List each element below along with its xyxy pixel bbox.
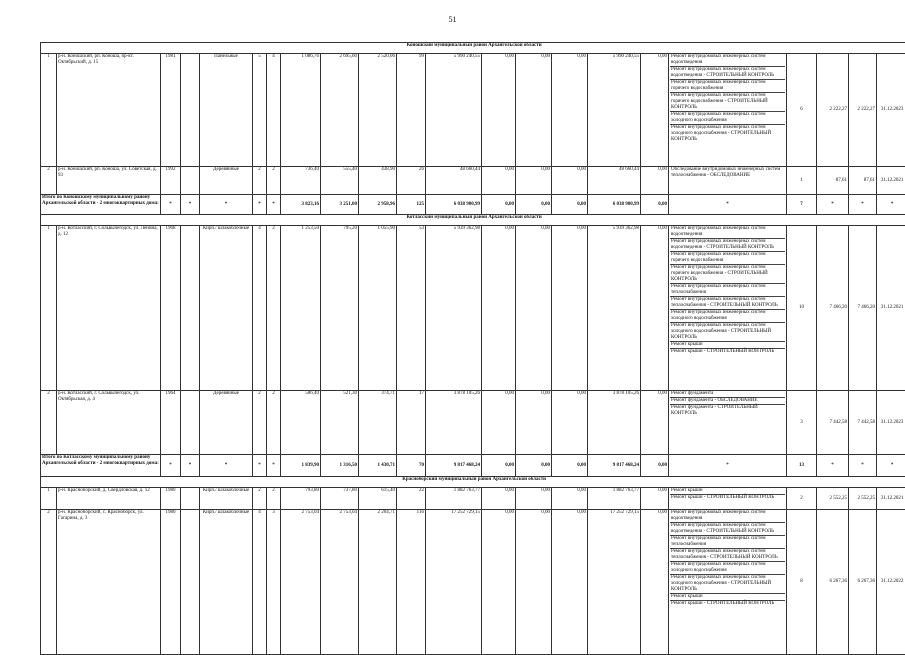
total-star: * [253, 195, 267, 215]
fund-cell: 0,00 [482, 226, 516, 391]
works-cell [669, 226, 787, 391]
work-item: Ремонт крыши [670, 594, 785, 601]
total-star: * [267, 195, 281, 215]
residents-cell: 53 [397, 226, 426, 391]
area-all-cell: 521,30 [321, 391, 359, 455]
row-number: 2 [41, 167, 57, 195]
work-item: Ремонт внутридомовых инженерных систем холодного водоснабжения - СТРОИТЕЛЬНЫЙ КОНТРОЛЬ [670, 575, 785, 594]
other-cell: 0,00 [641, 488, 669, 510]
total-star: * [817, 455, 849, 477]
residents-cell: 99 [397, 54, 426, 167]
total-owners-cell: 9 817 468,24 [588, 455, 641, 477]
entrances-cell: 2 [267, 488, 281, 510]
cost-total-cell: 48 660,44 [426, 167, 482, 195]
deadline-cell: 31.12.2023 [877, 391, 905, 455]
budget-region-cell: 0,00 [516, 167, 552, 195]
unit-cost-cell: 2 222,27 [817, 54, 849, 167]
total-total-area-cell: 3 823,16 [281, 195, 321, 215]
other-cell: 0,00 [641, 54, 669, 167]
owners-cell: 1 882 763,77 [588, 488, 641, 510]
residents-cell: 26 [397, 167, 426, 195]
floors-cell: 4 [253, 226, 267, 391]
fund-cell: 0,00 [482, 54, 516, 167]
area-living-cell: 2 520,06 [359, 54, 397, 167]
area-all-cell: 795,20 [321, 226, 359, 391]
table-row [41, 391, 905, 455]
other-cell: 0,00 [641, 167, 669, 195]
table-row [41, 226, 905, 391]
unit-cost-cell: 6 267,36 [817, 510, 849, 655]
cost-total-cell: 3 878 105,26 [426, 391, 482, 455]
work-item: Ремонт внутридомовых инженерных систем водоотведения - СТРОИТЕЛЬНЫЙ КОНТРОЛЬ [670, 239, 785, 252]
total-area-all-cell: 3 251,00 [321, 195, 359, 215]
budget-region-cell: 0,00 [516, 226, 552, 391]
wall-material-cell: Деревянные [200, 167, 253, 195]
max-cost-cell: 7 466,20 [849, 226, 877, 391]
budget-local-cell: 0,00 [552, 391, 588, 455]
unit-cost-cell: 2 552,25 [817, 488, 849, 510]
deadline-cell: 31.12.2021 [877, 488, 905, 510]
deadline-cell: 31.12.2021 [877, 226, 905, 391]
total-owners-cell: 6 038 900,99 [588, 195, 641, 215]
deadline-cell: 31.12.2022 [877, 510, 905, 655]
max-cost-cell: 6 267,36 [849, 510, 877, 655]
work-item: Ремонт крыши - СТРОИТЕЛЬНЫЙ КОНТРОЛЬ [670, 495, 785, 501]
work-item: Ремонт внутридомовых инженерных систем водоотведения [670, 510, 785, 523]
address-cell: р-н. Коношский, рп. Коноша, ул. Советская, д. 93 [57, 167, 161, 195]
district-name: Котласский муниципальный район Архангельской области [41, 215, 905, 226]
total-other-cell: 0,00 [641, 195, 669, 215]
total-star: * [253, 455, 267, 477]
work-item: Ремонт внутридомовых инженерных систем водоотведения - СТРОИТЕЛЬНЫЙ КОНТРОЛЬ [670, 523, 785, 536]
works-cell [669, 488, 787, 510]
other-cell: 0,00 [641, 226, 669, 391]
wall-material-cell: Панельные [200, 54, 253, 167]
total-star: * [669, 455, 787, 477]
work-item: Ремонт внутридомовых инженерных систем теплоснабжения [670, 284, 785, 297]
address-cell: р-н. Красноборский, д. Свердловская, д. 12 [57, 488, 161, 510]
build-year-cell: 1992 [161, 167, 181, 195]
fund-cell: 0,00 [482, 488, 516, 510]
cost-total-cell: 17 252 729,15 [426, 510, 482, 655]
total-label: Итого по Котласскому муниципальному району Архангельской области - 2 многоквартирных дома: [41, 455, 161, 477]
total-area-living-cell: 2 958,96 [359, 195, 397, 215]
commission-year-cell [181, 510, 200, 655]
area-living-cell: 1 055,90 [359, 226, 397, 391]
total-fund-cell: 0,00 [482, 195, 516, 215]
entrances-cell: 2 [267, 167, 281, 195]
page-number: 51 [0, 15, 905, 24]
total-star: * [849, 455, 877, 477]
total-area-cell: 586,40 [281, 391, 321, 455]
other-cell: 0,00 [641, 510, 669, 655]
commission-year-cell [181, 226, 200, 391]
build-year-cell: 1981 [161, 54, 181, 167]
total-star: * [161, 195, 181, 215]
budget-local-cell: 0,00 [552, 510, 588, 655]
deadline-cell: 31.12.2021 [877, 167, 905, 195]
total-budget-local-cell: 0,00 [552, 195, 588, 215]
work-item: Ремонт крыши - СТРОИТЕЛЬНЫЙ КОНТРОЛЬ [670, 349, 785, 355]
total-area-cell: 1 253,50 [281, 226, 321, 391]
budget-local-cell: 0,00 [552, 488, 588, 510]
owners-cell: 48 660,44 [588, 167, 641, 195]
address-cell: р-н. Коношский, рп. Коноша, пр-кт. Октябрьский, д. 15 [57, 54, 161, 167]
row-number: 1 [41, 226, 57, 391]
work-item: Ремонт внутридомовых инженерных систем горячего водоснабжения - СТРОИТЕЛЬНЫЙ КОНТРОЛЬ [670, 93, 785, 112]
max-cost-cell: 87,61 [849, 167, 877, 195]
fund-cell: 0,00 [482, 167, 516, 195]
cost-total-cell: 1 882 763,77 [426, 488, 482, 510]
floors-cell: 2 [253, 488, 267, 510]
total-star: * [669, 195, 787, 215]
total-cost-total-cell: 9 817 468,24 [426, 455, 482, 477]
owners-cell: 5 939 362,98 [588, 226, 641, 391]
wall-material-cell: Кирп./ шлакоблочные [200, 488, 253, 510]
total-area-cell: 2 753,04 [281, 510, 321, 655]
work-item: Ремонт крыши - СТРОИТЕЛЬНЫЙ КОНТРОЛЬ [670, 601, 785, 607]
table-row [41, 54, 905, 167]
entrances-cell: 2 [267, 226, 281, 391]
address-cell: р-н. Котласский, г. Сольвычегодск, ул. Ленина, д. 12 [57, 226, 161, 391]
cost-total-cell: 5 990 240,55 [426, 54, 482, 167]
works-count-cell: 6 [787, 54, 817, 167]
fund-cell: 0,00 [482, 510, 516, 655]
total-area-living-cell: 1 430,71 [359, 455, 397, 477]
owners-cell: 17 252 729,15 [588, 510, 641, 655]
works-cell [669, 391, 787, 455]
work-item: Ремонт внутридомовых инженерных систем холодного водоснабжения - СТРОИТЕЛЬНЫЙ КОНТРОЛЬ [670, 125, 785, 143]
total-star: * [817, 195, 849, 215]
total-residents-cell: 70 [397, 455, 426, 477]
table-row [41, 510, 905, 655]
owners-cell: 3 878 105,26 [588, 391, 641, 455]
wall-material-cell: Кирп./ шлакоблочные [200, 510, 253, 655]
work-item: Ремонт внутридомовых инженерных систем холодного водоснабжения - СТРОИТЕЛЬНЫЙ КОНТРОЛЬ [670, 323, 785, 342]
work-item: Ремонт внутридомовых инженерных систем холодного водоснабжения [670, 562, 785, 575]
works-count-cell: 1 [787, 167, 817, 195]
unit-cost-cell: 7 466,20 [817, 226, 849, 391]
total-star: * [877, 455, 905, 477]
work-item: Ремонт внутридомовых инженерных систем теплоснабжения - СТРОИТЕЛЬНЫЙ КОНТРОЛЬ [670, 297, 785, 310]
total-total-area-cell: 1 839,90 [281, 455, 321, 477]
entrances-cell: 4 [267, 54, 281, 167]
district-header-row [41, 215, 905, 226]
floors-cell: 5 [253, 54, 267, 167]
area-all-cell: 555,40 [321, 167, 359, 195]
district-name: Красноборский муниципальный район Архангельской области [41, 477, 905, 488]
work-item: Ремонт внутридомовых инженерных систем горячего водоснабжения [670, 252, 785, 265]
build-year-cell: 1980 [161, 510, 181, 655]
total-budget-region-cell: 0,00 [516, 455, 552, 477]
build-year-cell: 1964 [161, 391, 181, 455]
total-area-cell: 1 086,76 [281, 54, 321, 167]
commission-year-cell [181, 54, 200, 167]
row-number: 1 [41, 54, 57, 167]
build-year-cell: 1980 [161, 488, 181, 510]
floors-cell: 2 [253, 391, 267, 455]
total-star: * [161, 455, 181, 477]
register-body [41, 43, 905, 655]
work-item: Обследование внутридомовых инженерных систем теплоснабжения - ОБСЛЕДОВАНИЕ [670, 167, 785, 179]
row-number: 2 [41, 391, 57, 455]
work-item: Ремонт внутридомовых инженерных систем горячего водоснабжения [670, 80, 785, 93]
floors-cell: 4 [253, 510, 267, 655]
total-star: * [849, 195, 877, 215]
total-cost-total-cell: 6 038 900,99 [426, 195, 482, 215]
work-item: Ремонт фундамента - СТРОИТЕЛЬНЫЙ КОНТРОЛЬ [670, 405, 785, 417]
total-star: * [181, 195, 200, 215]
work-item: Ремонт крыши [670, 488, 785, 495]
budget-local-cell: 0,00 [552, 54, 588, 167]
budget-region-cell: 0,00 [516, 510, 552, 655]
area-living-cell: 2 204,71 [359, 510, 397, 655]
area-living-cell: 438,90 [359, 167, 397, 195]
work-item: Ремонт крыши [670, 342, 785, 349]
entrances-cell: 2 [267, 391, 281, 455]
works-count-cell: 8 [787, 510, 817, 655]
fund-cell: 0,00 [482, 391, 516, 455]
total-fund-cell: 0,00 [482, 455, 516, 477]
total-star: * [200, 195, 253, 215]
total-star: * [200, 455, 253, 477]
work-item: Ремонт внутридомовых инженерных систем водоотведения [670, 54, 785, 67]
unit-cost-cell: 7 442,58 [817, 391, 849, 455]
works-count-cell: 2 [787, 488, 817, 510]
total-works-count-cell: 13 [787, 455, 817, 477]
total-other-cell: 0,00 [641, 455, 669, 477]
table-row [41, 488, 905, 510]
total-budget-local-cell: 0,00 [552, 455, 588, 477]
total-budget-region-cell: 0,00 [516, 195, 552, 215]
budget-region-cell: 0,00 [516, 391, 552, 455]
row-number: 2 [41, 510, 57, 655]
commission-year-cell [181, 167, 200, 195]
total-label: Итого по Коношскому муниципальному району Архангельской области - 2 многоквартирных дома: [41, 195, 161, 215]
table-row [41, 167, 905, 195]
works-cell [669, 167, 787, 195]
area-living-cell: 374,71 [359, 391, 397, 455]
works-count-cell: 10 [787, 226, 817, 391]
area-all-cell: 2 695,60 [321, 54, 359, 167]
area-living-cell: 615,40 [359, 488, 397, 510]
work-item: Ремонт внутридомовых инженерных систем теплоснабжения [670, 536, 785, 549]
total-area-cell: 736,40 [281, 167, 321, 195]
total-star: * [267, 455, 281, 477]
work-item: Ремонт внутридомовых инженерных систем холодного водоснабжения [670, 112, 785, 125]
area-all-cell: 2 753,04 [321, 510, 359, 655]
district-name: Коношский муниципальный район Архангельской области [41, 43, 905, 54]
work-item: Ремонт внутридомовых инженерных систем холодного водоснабжения [670, 310, 785, 323]
residents-cell: 22 [397, 488, 426, 510]
budget-local-cell: 0,00 [552, 226, 588, 391]
capital-repair-register-table [40, 42, 905, 655]
other-cell: 0,00 [641, 391, 669, 455]
work-item: Ремонт фундамента [670, 391, 785, 398]
wall-material-cell: Кирп./ шлакоблочные [200, 226, 253, 391]
work-item: Ремонт внутридомовых инженерных систем водоотведения - СТРОИТЕЛЬНЫЙ КОНТРОЛЬ [670, 67, 785, 80]
floors-cell: 2 [253, 167, 267, 195]
total-works-count-cell: 7 [787, 195, 817, 215]
area-all-cell: 737,80 [321, 488, 359, 510]
total-star: * [181, 455, 200, 477]
deadline-cell: 31.12.2023 [877, 54, 905, 167]
district-header-row [41, 477, 905, 488]
total-star: * [877, 195, 905, 215]
max-cost-cell: 2 552,25 [849, 488, 877, 510]
max-cost-cell: 2 222,27 [849, 54, 877, 167]
total-area-all-cell: 1 316,50 [321, 455, 359, 477]
address-cell: р-н. Котласский, г. Сольвычегодск, ул. Октябрьская, д. 4 [57, 391, 161, 455]
district-total-row [41, 455, 905, 477]
residents-cell: 116 [397, 510, 426, 655]
work-item: Ремонт внутридомовых инженерных систем теплоснабжения - СТРОИТЕЛЬНЫЙ КОНТРОЛЬ [670, 549, 785, 562]
unit-cost-cell: 87,61 [817, 167, 849, 195]
total-residents-cell: 125 [397, 195, 426, 215]
row-number: 1 [41, 488, 57, 510]
works-cell [669, 510, 787, 655]
total-area-cell: 793,80 [281, 488, 321, 510]
commission-year-cell [181, 391, 200, 455]
budget-region-cell: 0,00 [516, 54, 552, 167]
entrances-cell: 3 [267, 510, 281, 655]
works-cell [669, 54, 787, 167]
work-item: Ремонт фундамента - ОБСЛЕДОВАНИЕ [670, 398, 785, 405]
build-year-cell: 1968 [161, 226, 181, 391]
works-count-cell: 3 [787, 391, 817, 455]
max-cost-cell: 7 442,58 [849, 391, 877, 455]
owners-cell: 5 990 240,55 [588, 54, 641, 167]
commission-year-cell [181, 488, 200, 510]
budget-local-cell: 0,00 [552, 167, 588, 195]
cost-total-cell: 5 939 362,98 [426, 226, 482, 391]
address-cell: р-н. Красноборский, с. Красноборск, ул. Гагарина, д. 3 [57, 510, 161, 655]
work-item: Ремонт внутридомовых инженерных систем водоотведения [670, 226, 785, 239]
work-item: Ремонт внутридомовых инженерных систем горячего водоснабжения - СТРОИТЕЛЬНЫЙ КОНТРОЛЬ [670, 265, 785, 284]
residents-cell: 17 [397, 391, 426, 455]
wall-material-cell: Деревянные [200, 391, 253, 455]
budget-region-cell: 0,00 [516, 488, 552, 510]
district-total-row [41, 195, 905, 215]
district-header-row [41, 43, 905, 54]
